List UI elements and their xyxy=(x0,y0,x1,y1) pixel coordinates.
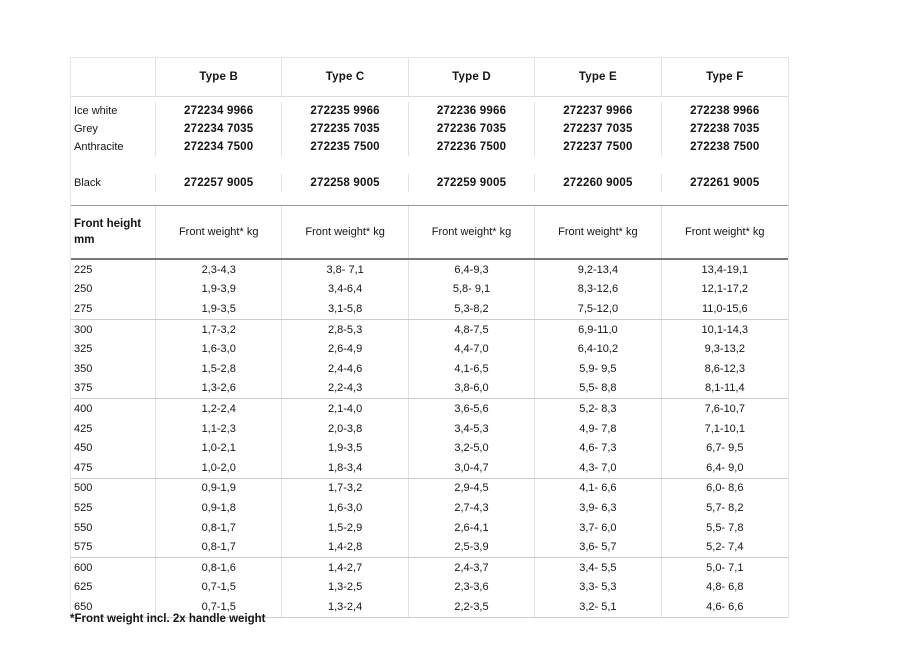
front-weight-range: 8,3-12,6 xyxy=(535,280,661,300)
front-weight-range: 5,5- 7,8 xyxy=(706,521,744,534)
front-weight-range: 10,1-14,3 xyxy=(701,323,749,336)
front-weight-range: 0,8-1,7 xyxy=(156,537,282,557)
front-weight-range: 3,8-6,0 xyxy=(409,379,535,399)
front-weight-range: 1,3-2,5 xyxy=(282,578,408,598)
weight-data-rows xyxy=(71,260,788,618)
front-height-unit: mm xyxy=(74,234,95,246)
front-weight-range: 7,1-10,1 xyxy=(704,422,745,435)
front-weight-range: 4,6- 7,3 xyxy=(535,438,661,458)
front-weight-range: 2,4-3,7 xyxy=(409,558,535,578)
part-number: 272258 9005 xyxy=(282,174,408,192)
front-weight-range: 9,3-13,2 xyxy=(704,343,745,356)
front-weight-range: 1,5-2,8 xyxy=(156,359,282,379)
front-height-value: 500 xyxy=(71,479,156,499)
table-row xyxy=(71,319,788,340)
front-weight-range: 2,4-4,6 xyxy=(282,359,408,379)
front-weight-range: 1,7-3,2 xyxy=(282,479,408,499)
front-weight-range: 1,3-2,4 xyxy=(282,597,408,617)
color-label: Black xyxy=(71,174,156,192)
front-weight-range: 6,9-11,0 xyxy=(535,320,661,340)
front-height-value: 650 xyxy=(71,597,156,617)
table-row xyxy=(71,458,788,478)
front-weight-range: 0,9-1,8 xyxy=(156,498,282,518)
color-row xyxy=(71,102,788,120)
front-weight-range: 5,3-8,2 xyxy=(409,299,535,319)
front-height-value: 625 xyxy=(71,578,156,598)
table-row xyxy=(71,438,788,458)
front-weight-range: 2,3-3,6 xyxy=(409,578,535,598)
table-row xyxy=(71,419,788,439)
front-weight-range: 5,7- 8,2 xyxy=(706,501,744,514)
part-number: 272237 9966 xyxy=(535,102,661,120)
table-row xyxy=(71,280,788,300)
front-height-label: Front height xyxy=(74,218,142,230)
table-row xyxy=(71,498,788,518)
front-weight-range: 2,3-4,3 xyxy=(156,260,282,280)
front-weight-range: 5,5- 8,8 xyxy=(535,379,661,399)
front-weight-range: 0,7-1,5 xyxy=(156,578,282,598)
color-row xyxy=(71,120,788,138)
front-height-value: 375 xyxy=(71,379,156,399)
type-header-row xyxy=(71,57,788,97)
front-height-value: 575 xyxy=(71,537,156,557)
table-row xyxy=(71,359,788,379)
table-row xyxy=(71,557,788,578)
front-weight-range: 0,7-1,5 xyxy=(156,597,282,617)
front-weight-range: 3,7- 6,0 xyxy=(535,518,661,538)
front-weight-range: 3,3- 5,3 xyxy=(535,578,661,598)
front-weight-range: 1,2-2,4 xyxy=(156,399,282,419)
front-weight-range: 4,3- 7,0 xyxy=(535,458,661,478)
front-weight-range: 3,2-5,0 xyxy=(409,438,535,458)
front-height-value: 225 xyxy=(71,260,156,280)
front-height-value: 550 xyxy=(71,518,156,538)
front-height-value: 450 xyxy=(71,438,156,458)
front-weight-range: 9,2-13,4 xyxy=(535,260,661,280)
table-row xyxy=(71,398,788,419)
front-weight-range: 1,8-3,4 xyxy=(282,458,408,478)
front-weight-range: 6,4-9,3 xyxy=(409,260,535,280)
front-weight-range: 2,6-4,1 xyxy=(409,518,535,538)
part-number: 272237 7500 xyxy=(535,138,661,156)
front-weight-header: Front weight* kg xyxy=(156,206,282,258)
front-weight-range: 5,2- 7,4 xyxy=(706,541,744,554)
color-row xyxy=(71,174,788,192)
front-weight-range: 3,1-5,8 xyxy=(282,299,408,319)
front-weight-range: 3,2- 5,1 xyxy=(535,597,661,617)
color-label: Ice white xyxy=(71,102,156,120)
part-number: 272235 9966 xyxy=(282,102,408,120)
front-weight-range: 1,1-2,3 xyxy=(156,419,282,439)
color-label: Grey xyxy=(71,120,156,138)
front-height-value: 525 xyxy=(71,498,156,518)
front-weight-range: 3,0-4,7 xyxy=(409,458,535,478)
front-weight-range: 1,4-2,8 xyxy=(282,537,408,557)
front-height-value: 300 xyxy=(71,320,156,340)
front-weight-range: 4,8- 6,8 xyxy=(706,581,744,594)
front-weight-range: 3,4-5,3 xyxy=(409,419,535,439)
front-weight-range: 1,6-3,0 xyxy=(156,339,282,359)
front-weight-range: 1,9-3,5 xyxy=(282,438,408,458)
part-number: 272238 9966 xyxy=(690,105,760,117)
part-number: 272235 7500 xyxy=(282,138,408,156)
table-row xyxy=(71,537,788,557)
front-weight-range: 13,4-19,1 xyxy=(701,263,749,276)
front-weight-range: 2,5-3,9 xyxy=(409,537,535,557)
front-weight-range: 2,8-5,3 xyxy=(282,320,408,340)
front-weight-header: Front weight* kg xyxy=(685,226,765,238)
front-weight-range: 2,2-3,5 xyxy=(409,597,535,617)
table-row xyxy=(71,339,788,359)
column-header-row xyxy=(71,206,788,260)
front-weight-range: 2,2-4,3 xyxy=(282,379,408,399)
front-height-value: 275 xyxy=(71,299,156,319)
front-weight-range: 1,4-2,7 xyxy=(282,558,408,578)
front-weight-range: 7,6-10,7 xyxy=(704,402,745,415)
front-weight-range: 6,7- 9,5 xyxy=(706,442,744,455)
front-weight-range: 3,6-5,6 xyxy=(409,399,535,419)
table-row xyxy=(71,518,788,538)
type-header-2: Type C xyxy=(282,58,408,96)
front-weight-range: 4,1- 6,6 xyxy=(535,479,661,499)
front-weight-range: 1,3-2,6 xyxy=(156,379,282,399)
part-number: 272238 7035 xyxy=(690,123,760,135)
front-weight-range: 4,6- 6,6 xyxy=(706,600,744,613)
front-weight-range: 1,5-2,9 xyxy=(282,518,408,538)
table-row xyxy=(71,578,788,598)
front-height-value: 425 xyxy=(71,419,156,439)
front-weight-range: 1,9-3,5 xyxy=(156,299,282,319)
front-weight-range: 4,1-6,5 xyxy=(409,359,535,379)
color-label: Anthracite xyxy=(71,138,156,156)
front-height-value: 325 xyxy=(71,339,156,359)
front-weight-range: 1,6-3,0 xyxy=(282,498,408,518)
front-weight-header: Front weight* kg xyxy=(535,206,661,258)
front-weight-range: 3,6- 5,7 xyxy=(535,537,661,557)
front-weight-range: 5,2- 8,3 xyxy=(535,399,661,419)
part-number: 272261 9005 xyxy=(690,177,760,189)
type-header-empty-cell xyxy=(71,58,156,96)
front-weight-range: 3,4- 5,5 xyxy=(535,558,661,578)
front-weight-range: 5,8- 9,1 xyxy=(409,280,535,300)
part-number: 272259 9005 xyxy=(409,174,535,192)
part-number: 272238 7500 xyxy=(690,141,760,153)
table-row xyxy=(71,260,788,280)
type-header-3: Type D xyxy=(409,58,535,96)
front-weight-header: Front weight* kg xyxy=(409,206,535,258)
front-weight-header: Front weight* kg xyxy=(282,206,408,258)
type-header-5: Type F xyxy=(706,71,744,83)
front-height-header-cell xyxy=(71,206,156,258)
front-weight-range: 12,1-17,2 xyxy=(701,283,749,296)
part-number: 272236 7500 xyxy=(409,138,535,156)
front-height-value: 350 xyxy=(71,359,156,379)
front-weight-range: 6,0- 8,6 xyxy=(706,482,744,495)
front-height-value: 600 xyxy=(71,558,156,578)
footnote: *Front weight incl. 2x handle weight xyxy=(70,613,266,625)
front-weight-range: 1,0-2,0 xyxy=(156,458,282,478)
front-weight-range: 11,0-15,6 xyxy=(701,302,748,315)
table-row xyxy=(71,478,788,499)
front-weight-range: 8,1-11,4 xyxy=(705,382,745,395)
front-weight-range: 1,0-2,1 xyxy=(156,438,282,458)
type-header-1: Type B xyxy=(156,58,282,96)
front-weight-range: 2,1-4,0 xyxy=(282,399,408,419)
part-number: 272237 7035 xyxy=(535,120,661,138)
front-weight-range: 1,9-3,9 xyxy=(156,280,282,300)
front-weight-range: 4,9- 7,8 xyxy=(535,419,661,439)
front-weight-range: 2,6-4,9 xyxy=(282,339,408,359)
front-height-value: 475 xyxy=(71,458,156,478)
part-number: 272257 9005 xyxy=(156,174,282,192)
front-height-value: 250 xyxy=(71,280,156,300)
color-row xyxy=(71,138,788,156)
front-weight-range: 2,7-4,3 xyxy=(409,498,535,518)
part-number: 272236 9966 xyxy=(409,102,535,120)
part-number: 272234 7500 xyxy=(156,138,282,156)
front-weight-range: 4,4-7,0 xyxy=(409,339,535,359)
table-row xyxy=(71,379,788,399)
part-number: 272236 7035 xyxy=(409,120,535,138)
type-header-4: Type E xyxy=(535,58,661,96)
front-weight-range: 0,8-1,7 xyxy=(156,518,282,538)
front-weight-range: 0,8-1,6 xyxy=(156,558,282,578)
front-weight-range: 3,8- 7,1 xyxy=(282,260,408,280)
front-weight-range: 5,9- 9,5 xyxy=(535,359,661,379)
front-weight-range: 2,0-3,8 xyxy=(282,419,408,439)
table-row xyxy=(71,299,788,319)
part-number: 272234 7035 xyxy=(156,120,282,138)
front-weight-range: 3,4-6,4 xyxy=(282,280,408,300)
front-weight-range: 6,4- 9,0 xyxy=(706,461,744,474)
part-number: 272260 9005 xyxy=(535,174,661,192)
front-weight-range: 2,9-4,5 xyxy=(409,479,535,499)
front-weight-range: 8,6-12,3 xyxy=(704,362,745,375)
front-weight-range: 1,7-3,2 xyxy=(156,320,282,340)
part-number: 272234 9966 xyxy=(156,102,282,120)
part-number-section xyxy=(71,97,788,206)
front-weight-range: 6,4-10,2 xyxy=(535,339,661,359)
front-weight-range: 4,8-7,5 xyxy=(409,320,535,340)
front-weight-spec-table xyxy=(70,57,789,618)
front-height-value: 400 xyxy=(71,399,156,419)
front-weight-range: 7,5-12,0 xyxy=(535,299,661,319)
front-weight-range: 0,9-1,9 xyxy=(156,479,282,499)
front-weight-range: 3,9- 6,3 xyxy=(535,498,661,518)
part-number: 272235 7035 xyxy=(282,120,408,138)
front-weight-range: 5,0- 7,1 xyxy=(706,561,744,574)
